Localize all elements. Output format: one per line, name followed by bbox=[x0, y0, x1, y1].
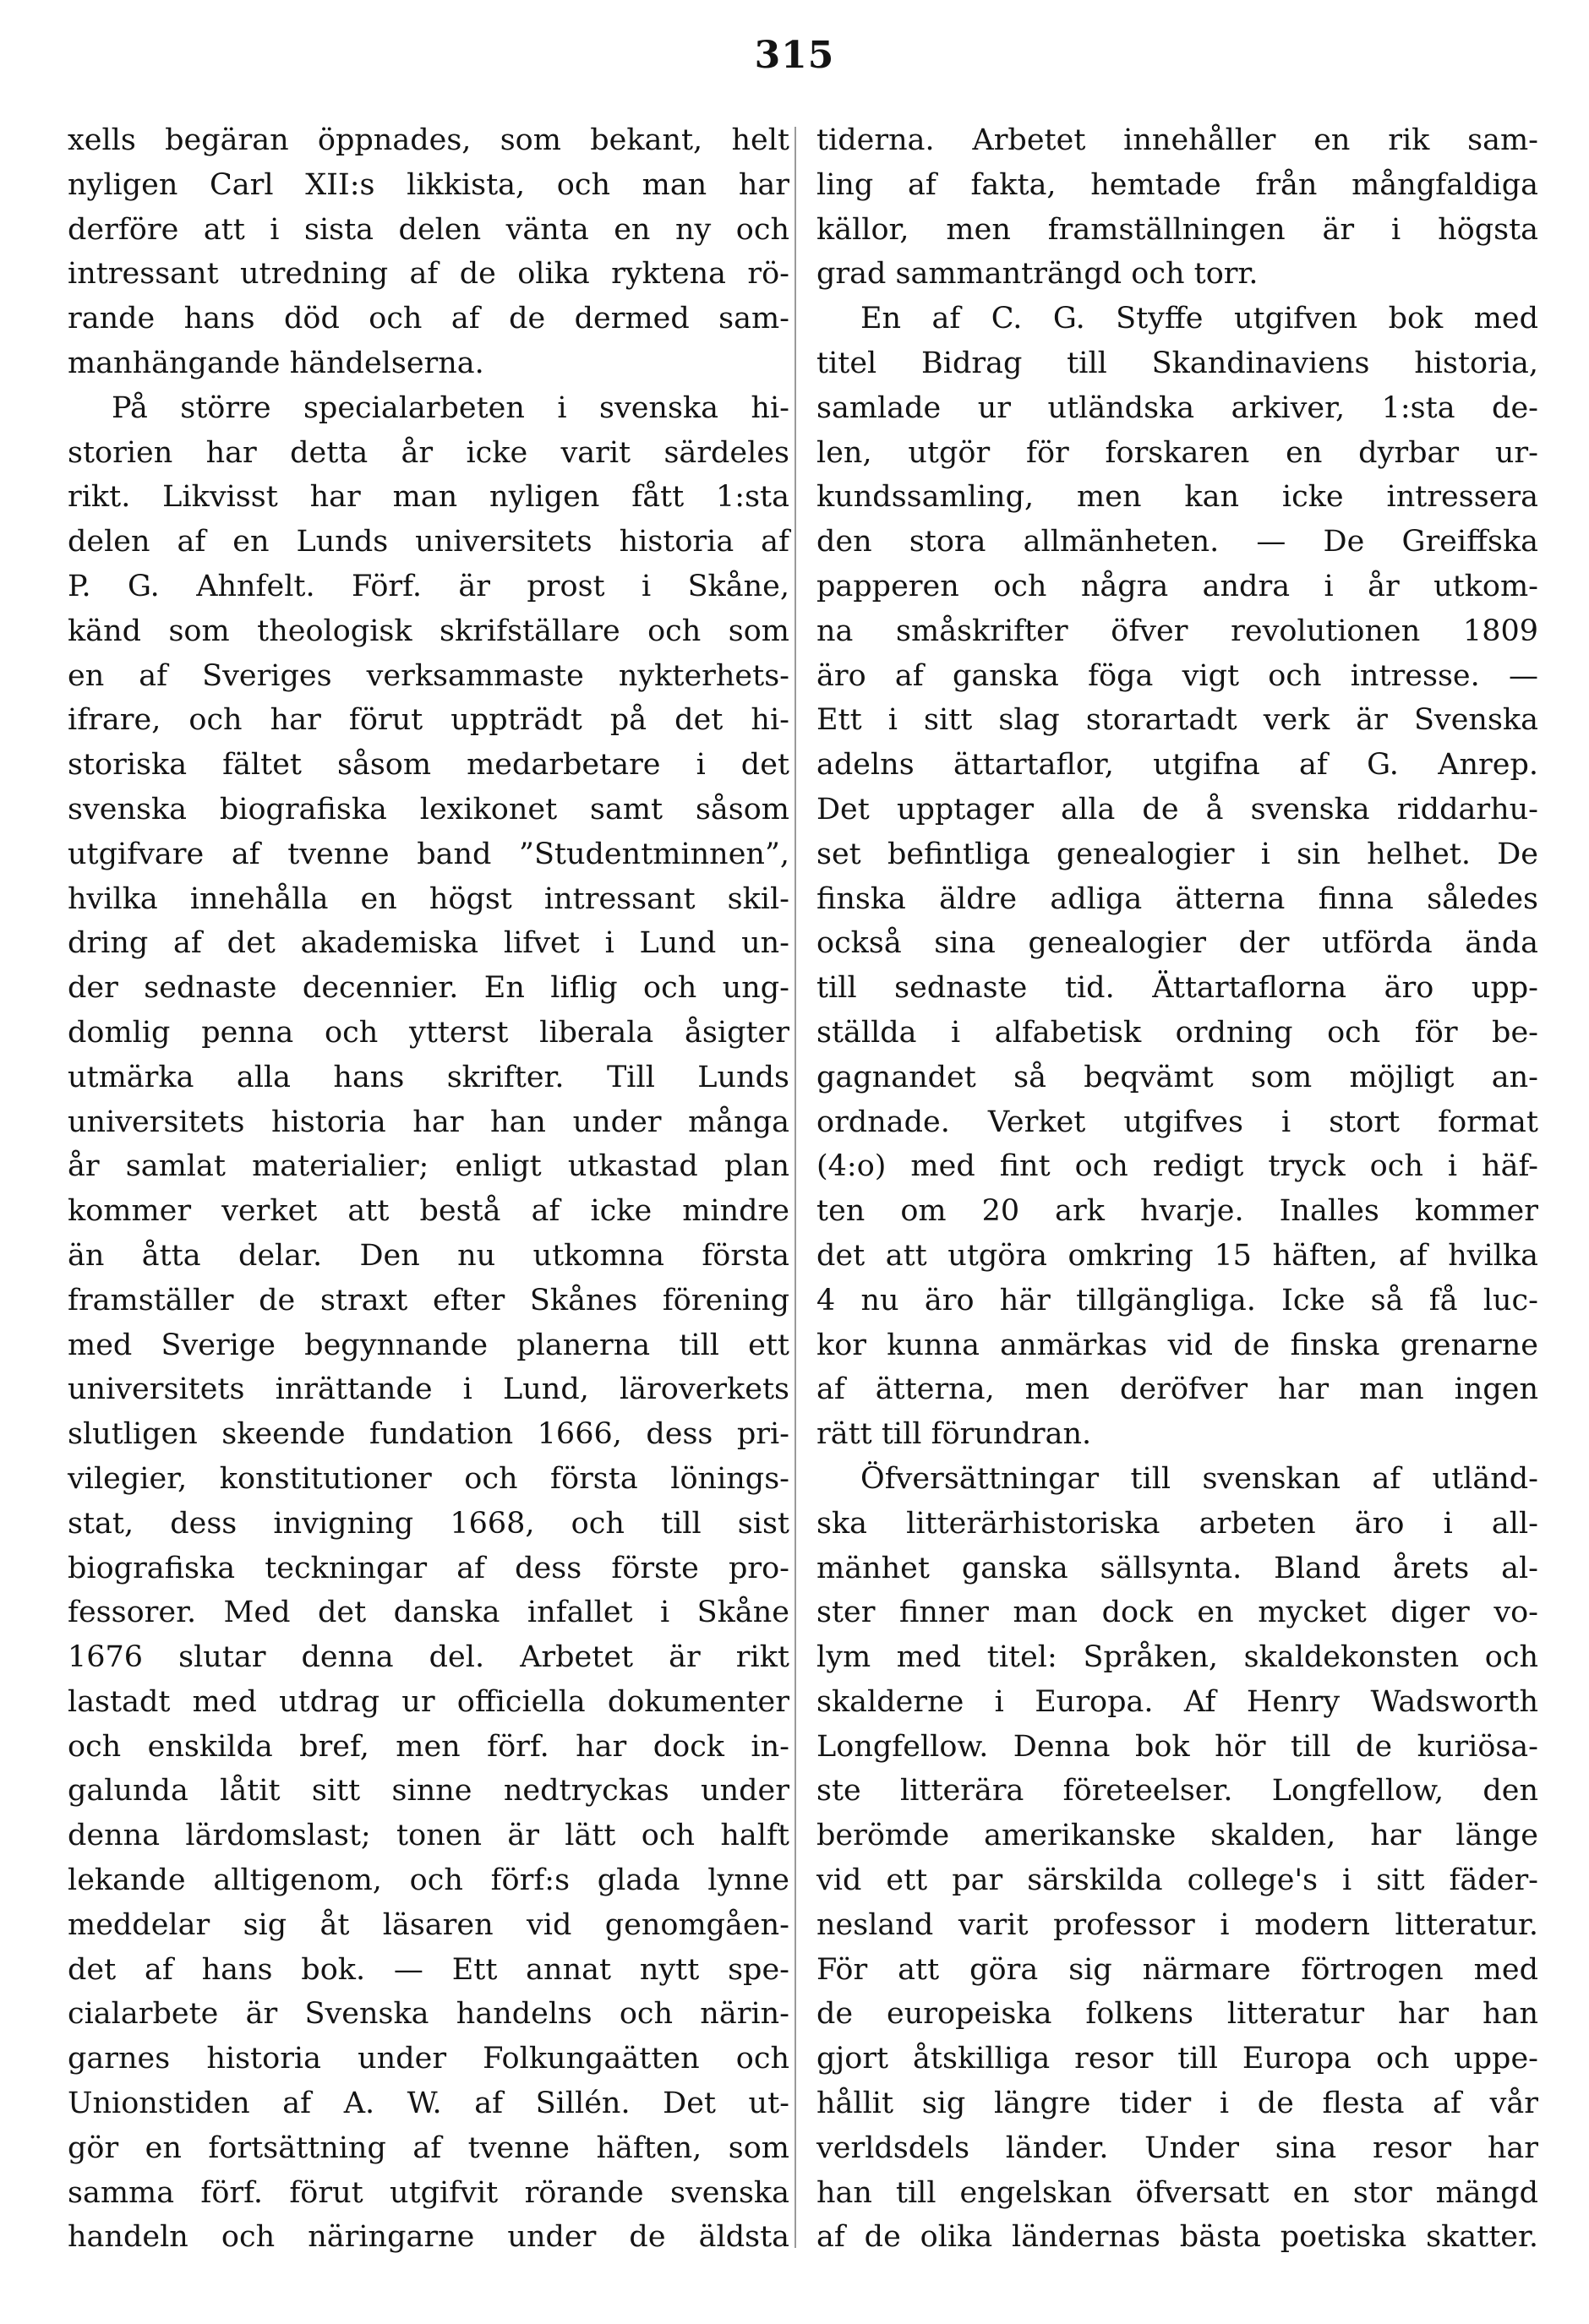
text-line: delen af en Lunds universitets historia af bbox=[68, 525, 789, 559]
text-line: Öfversättningar till svenskan af utländ- bbox=[860, 1461, 1538, 1496]
text-line: gagnandet så beqvämt som möjligt an- bbox=[816, 1060, 1538, 1094]
text-line: känd som theologisk skrifställare och som bbox=[68, 614, 789, 648]
text-line: det att utgöra omkring 15 häften, af hvilka bbox=[816, 1238, 1538, 1273]
text-line: till sednaste tid. Ättartaflorna äro upp- bbox=[816, 971, 1538, 1006]
text-line: äro af ganska föga vigt och intresse. — bbox=[816, 658, 1538, 693]
text-line: lekande alltigenom, och förf:s glada lynne bbox=[68, 1863, 789, 1898]
text-line: gjort åtskilliga resor till Europa och uppe- bbox=[816, 2042, 1538, 2076]
text-line: storiska fältet såsom medarbetare i det bbox=[68, 748, 789, 783]
text-line: svenska biografiska lexikonet samt såsom bbox=[68, 792, 789, 826]
text-line: ste litterära företeelser. Longfellow, den bbox=[816, 1774, 1538, 1808]
text-line: kommer verket att bestå af icke mindre bbox=[68, 1194, 789, 1229]
text-line: intressant utredning af de olika ryktena rö- bbox=[68, 257, 789, 292]
text-line: lastadt med utdrag ur officiella dokumenter bbox=[68, 1684, 789, 1719]
text-line: manhängande händelserna. bbox=[68, 346, 484, 380]
text-line: finska äldre adliga ätterna finna således bbox=[816, 881, 1538, 916]
left-column bbox=[68, 118, 789, 2260]
text-line: na småskrifter öfver revolutionen 1809 bbox=[816, 614, 1538, 648]
text-line: För att göra sig närmare förtrogen med bbox=[816, 1952, 1538, 1987]
text-line: galunda låtit sitt sinne nedtryckas under bbox=[68, 1774, 789, 1808]
text-line: framställer de straxt efter Skånes förening bbox=[68, 1283, 789, 1317]
text-line: rande hans död och af de dermed sam- bbox=[68, 302, 789, 336]
text-line: den stora allmänheten. — De Greiffska bbox=[816, 525, 1538, 559]
text-line: kundssamling, men kan icke intressera bbox=[816, 480, 1538, 515]
text-line: år samlat materialier; enligt utkastad plan bbox=[68, 1149, 789, 1184]
text-line: ska litterärhistoriska arbeten äro i all- bbox=[816, 1506, 1538, 1541]
text-line: xells begäran öppnades, som bekant, helt bbox=[68, 123, 789, 157]
text-line: domlig penna och ytterst liberala åsigter bbox=[68, 1015, 789, 1050]
text-line: handeln och näringarne under de äldsta bbox=[68, 2220, 789, 2255]
text-line: len, utgör för forskaren en dyrbar ur- bbox=[816, 435, 1538, 470]
text-line: och enskilda bref, men förf. har dock in- bbox=[68, 1729, 789, 1764]
text-line: papperen och några andra i år utkom- bbox=[816, 569, 1538, 603]
text-line: ten om 20 ark hvarje. Inalles kommer bbox=[816, 1194, 1538, 1229]
text-line: rätt till förundran. bbox=[816, 1417, 1092, 1452]
text-line: vilegier, konstitutioner och första lönings- bbox=[68, 1461, 789, 1496]
text-line: samlade ur utländska arkiver, 1:sta de- bbox=[816, 390, 1538, 425]
text-line: garnes historia under Folkungaätten och bbox=[68, 2042, 789, 2076]
text-line: gör en fortsättning af tvenne häften, som bbox=[68, 2130, 789, 2165]
text-line: 1676 slutar denna del. Arbetet är rikt bbox=[68, 1640, 789, 1675]
text-line: verldsdels länder. Under sina resor har bbox=[816, 2130, 1538, 2165]
text-line: biografiska teckningar af dess förste pro- bbox=[68, 1551, 789, 1585]
text-line: (4:o) med fint och redigt tryck och i häf- bbox=[816, 1149, 1538, 1184]
text-line: ster finner man dock en mycket diger vo- bbox=[816, 1596, 1538, 1630]
text-line: hållit sig längre tider i de flesta af vår bbox=[816, 2087, 1538, 2121]
text-line: der sednaste decennier. En liflig och ung- bbox=[68, 971, 789, 1006]
text-line: af ätterna, men deröfver har man ingen bbox=[816, 1372, 1538, 1407]
text-line: de europeiska folkens litteratur har han bbox=[816, 1997, 1538, 2032]
text-line: ställda i alfabetisk ordning och för be- bbox=[816, 1015, 1538, 1050]
text-line: Ett i sitt slag storartadt verk är Svenska bbox=[816, 703, 1538, 738]
text-line: På större specialarbeten i svenska hi- bbox=[112, 390, 789, 425]
text-line: cialarbete är Svenska handelns och närin- bbox=[68, 1997, 789, 2032]
text-line: rikt. Likvisst har man nyligen fått 1:sta bbox=[68, 480, 789, 515]
text-line: universitets inrättande i Lund, läroverkets bbox=[68, 1372, 789, 1407]
text-line: fessorer. Med det danska infallet i Skåne bbox=[68, 1596, 789, 1630]
text-line: universitets historia har han under många bbox=[68, 1105, 789, 1139]
text-line: samma förf. förut utgifvit rörande svenska bbox=[68, 2175, 789, 2210]
text-line: Unionstiden af A. W. af Sillén. Det ut- bbox=[68, 2087, 789, 2121]
text-line: kor kunna anmärkas vid de finska grenarne bbox=[816, 1328, 1538, 1362]
text-line: denna lärdomslast; tonen är lätt och halft bbox=[68, 1819, 789, 1853]
text-line: storien har detta år icke varit särdeles bbox=[68, 435, 789, 470]
text-line: än åtta delar. Den nu utkomna första bbox=[68, 1238, 789, 1273]
text-line: hvilka innehålla en högst intressant skil- bbox=[68, 881, 789, 916]
text-line: P. G. Ahnfelt. Förf. är prost i Skåne, bbox=[68, 569, 789, 603]
text-line: Longfellow. Denna bok hör till de kuriösa- bbox=[816, 1729, 1538, 1764]
text-line: ling af fakta, hemtade från mångfaldiga bbox=[816, 167, 1538, 202]
text-line: derföre att i sista delen vänta en ny och bbox=[68, 212, 789, 247]
text-line: dring af det akademiska lifvet i Lund un- bbox=[68, 926, 789, 961]
text-line: nyligen Carl XII:s likkista, och man har bbox=[68, 167, 789, 202]
text-line: han till engelskan öfversatt en stor mängd bbox=[816, 2175, 1538, 2210]
text-line: också sina genealogier der utförda ända bbox=[816, 926, 1538, 961]
text-line: titel Bidrag till Skandinaviens historia, bbox=[816, 346, 1538, 380]
text-line: stat, dess invigning 1668, och till sist bbox=[68, 1506, 789, 1541]
text-line: skalderne i Europa. Af Henry Wadsworth bbox=[816, 1684, 1538, 1719]
text-line: mänhet ganska sällsynta. Bland årets al- bbox=[816, 1551, 1538, 1585]
text-line: lym med titel: Språken, skaldekonsten och bbox=[816, 1640, 1538, 1675]
text-line: slutligen skeende fundation 1666, dess pri- bbox=[68, 1417, 789, 1452]
text-line: källor, men framställningen är i högsta bbox=[816, 212, 1538, 247]
text-line: det af hans bok. — Ett annat nytt spe- bbox=[68, 1952, 789, 1987]
text-line: grad sammanträngd och torr. bbox=[816, 257, 1259, 292]
text-line: 4 nu äro här tillgängliga. Icke så få luc- bbox=[816, 1283, 1538, 1317]
page-number: 315 bbox=[754, 34, 835, 77]
column-rule bbox=[794, 127, 796, 2248]
text-line: Det upptager alla de å svenska riddarhu- bbox=[816, 792, 1538, 826]
text-line: vid ett par särskilda college's i sitt fäder- bbox=[816, 1863, 1538, 1898]
text-line: af de olika ländernas bästa poetiska skatter. bbox=[816, 2220, 1538, 2255]
text-line: berömde amerikanske skalden, har länge bbox=[816, 1819, 1538, 1853]
text-line: tiderna. Arbetet innehåller en rik sam- bbox=[816, 123, 1538, 157]
text-line: med Sverige begynnande planerna till ett bbox=[68, 1328, 789, 1362]
text-line: ordnade. Verket utgifves i stort format bbox=[816, 1105, 1538, 1139]
text-line: En af C. G. Styffe utgifven bok med bbox=[860, 302, 1538, 336]
text-line: meddelar sig åt läsaren vid genomgåen- bbox=[68, 1907, 789, 1942]
text-line: nesland varit professor i modern litteratur. bbox=[816, 1907, 1538, 1942]
text-line: adelns ättartaflor, utgifna af G. Anrep. bbox=[816, 748, 1538, 783]
text-line: ifrare, och har förut uppträdt på det hi- bbox=[68, 703, 789, 738]
text-line: utgifvare af tvenne band ”Studentminnen”, bbox=[68, 837, 789, 871]
text-line: utmärka alla hans skrifter. Till Lunds bbox=[68, 1060, 789, 1094]
text-line: set befintliga genealogier i sin helhet. De bbox=[816, 837, 1538, 871]
text-line: en af Sveriges verksammaste nykterhets- bbox=[68, 658, 789, 693]
right-column bbox=[816, 118, 1538, 2260]
